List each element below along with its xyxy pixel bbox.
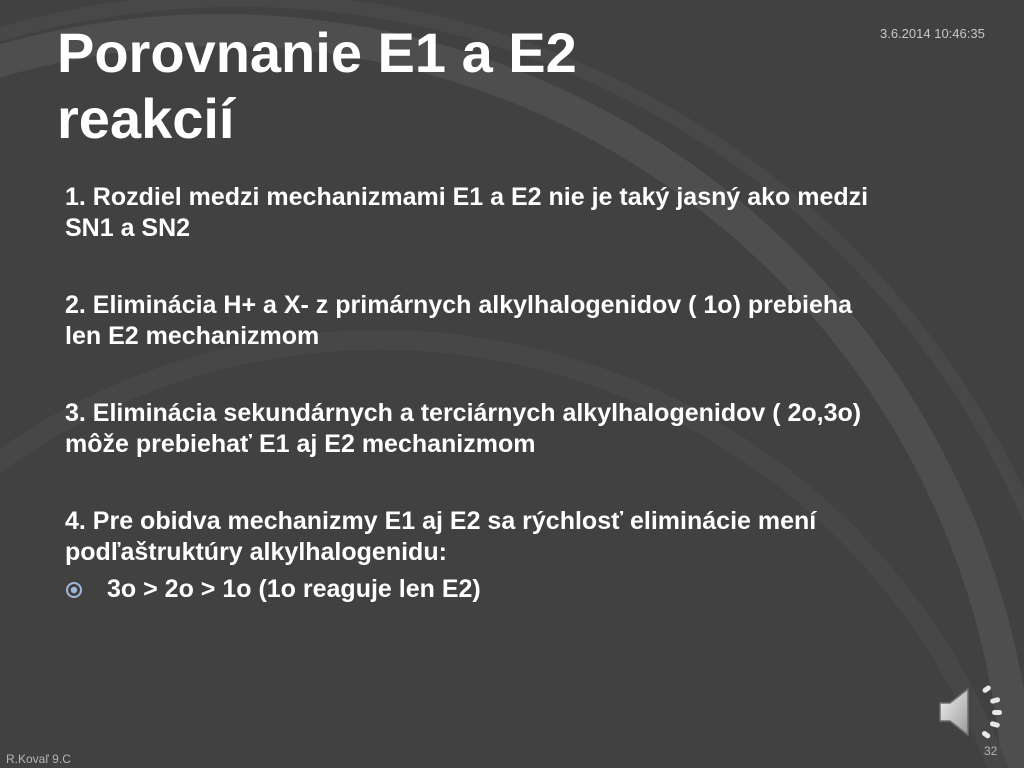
paragraph-3: 3. Eliminácia sekundárnych a terciárnych alkylhalogenidov ( 2o,3o) môže prebiehať E1 aj E2 mechanizmom xyxy=(65,399,862,458)
paragraph-1: 1. Rozdiel medzi mechanizmami E1 a E2 nie je taký jasný ako medzi SN1 a SN2 xyxy=(65,183,869,242)
bullet-item xyxy=(65,574,895,605)
speaker-icon[interactable] xyxy=(934,681,1006,743)
bullet-text: 3o > 2o > 1o (1o reaguje len E2) xyxy=(107,575,481,603)
footer-author: R.Kovaľ 9.C xyxy=(6,752,71,766)
slide-datetime: 3.6.2014 10:46:35 xyxy=(880,26,985,41)
slide-content xyxy=(65,182,895,605)
slide-number: 32 xyxy=(984,744,998,758)
circled-dot-icon xyxy=(65,581,83,599)
paragraph-2: 2. Eliminácia H+ a X- z primárnych alkylhalogenidov ( 1o) prebieha len E2 mechanizmom xyxy=(65,291,853,350)
slide-title: Porovnanie E1 a E2 reakcií xyxy=(57,21,577,150)
paragraph-4: 4. Pre obidva mechanizmy E1 aj E2 sa rýchlosť eliminácie mení podľaštruktúry alkylhalogenidu: xyxy=(65,507,817,566)
